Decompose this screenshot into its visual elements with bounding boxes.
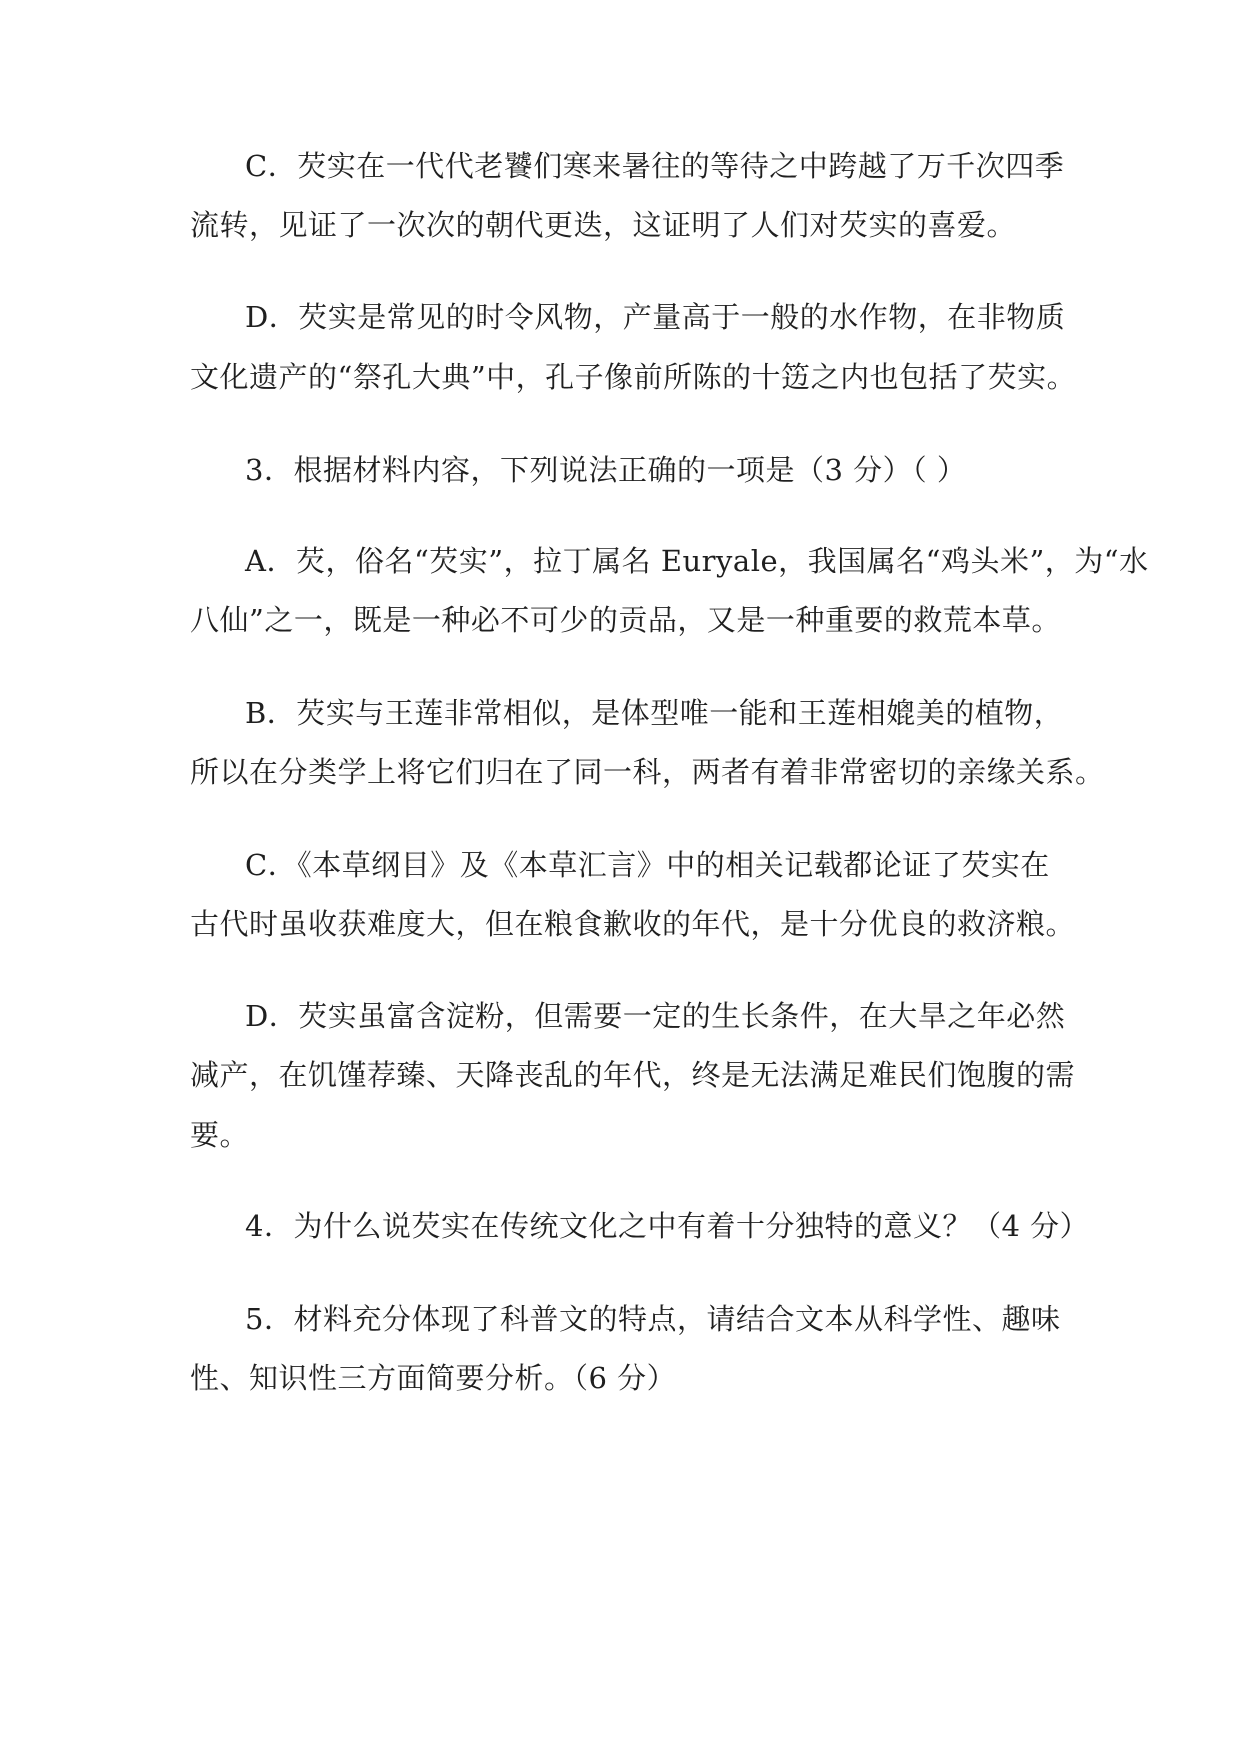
question-3-option-c-line-1: C．《本草纲目》及《本草汇言》中的相关记载都论证了芡实在: [245, 848, 1050, 882]
question-3-option-d-line-1: D．芡实虽富含淀粉，但需要一定的生长条件，在大旱之年必然: [245, 999, 1066, 1033]
question-3-option-d-line-3: 要。: [190, 1118, 250, 1152]
question-3-option-d-line-2: 减产，在饥馑荐臻、天降丧乱的年代，终是无法满足难民们饱腹的需: [190, 1058, 1076, 1092]
option-d-line-1: D．芡实是常见的时令风物，产量高于一般的水作物，在非物质: [245, 300, 1066, 334]
question-5-line-2: 性、知识性三方面简要分析。（6 分）: [190, 1361, 677, 1395]
question-3-option-c-line-2: 古代时虽收获难度大，但在粮食歉收的年代，是十分优良的救济粮。: [190, 907, 1076, 941]
question-3: 3．根据材料内容，下列说法正确的一项是（3 分）（ ）: [245, 453, 967, 487]
question-3-option-b-line-1: B．芡实与王莲非常相似，是体型唯一能和王莲相媲美的植物，: [245, 696, 1064, 730]
question-5-line-1: 5．材料充分体现了科普文的特点，请结合文本从科学性、趣味: [245, 1302, 1061, 1336]
question-3-option-a-line-1: A．芡，俗名“芡实”，拉丁属名 Euryale，我国属名“鸡头米”，为“水: [245, 544, 1149, 578]
question-3-option-b-line-2: 所以在分类学上将它们归在了同一科，两者有着非常密切的亲缘关系。: [190, 755, 1105, 789]
option-c-line-2: 流转，见证了一次次的朝代更迭，这证明了人们对芡实的喜爱。: [190, 208, 1017, 242]
option-c-line-1: C．芡实在一代代老饕们寒来暑往的等待之中跨越了万千次四季: [245, 149, 1065, 183]
question-3-option-a-line-2: 八仙”之一，既是一种必不可少的贡品，又是一种重要的救荒本草。: [190, 603, 1061, 637]
option-d-line-2: 文化遗产的“祭孔大典”中，孔子像前所陈的十笾之内也包括了芡实。: [190, 360, 1077, 394]
question-4: 4．为什么说芡实在传统文化之中有着十分独特的意义？（4 分）: [245, 1209, 1090, 1243]
